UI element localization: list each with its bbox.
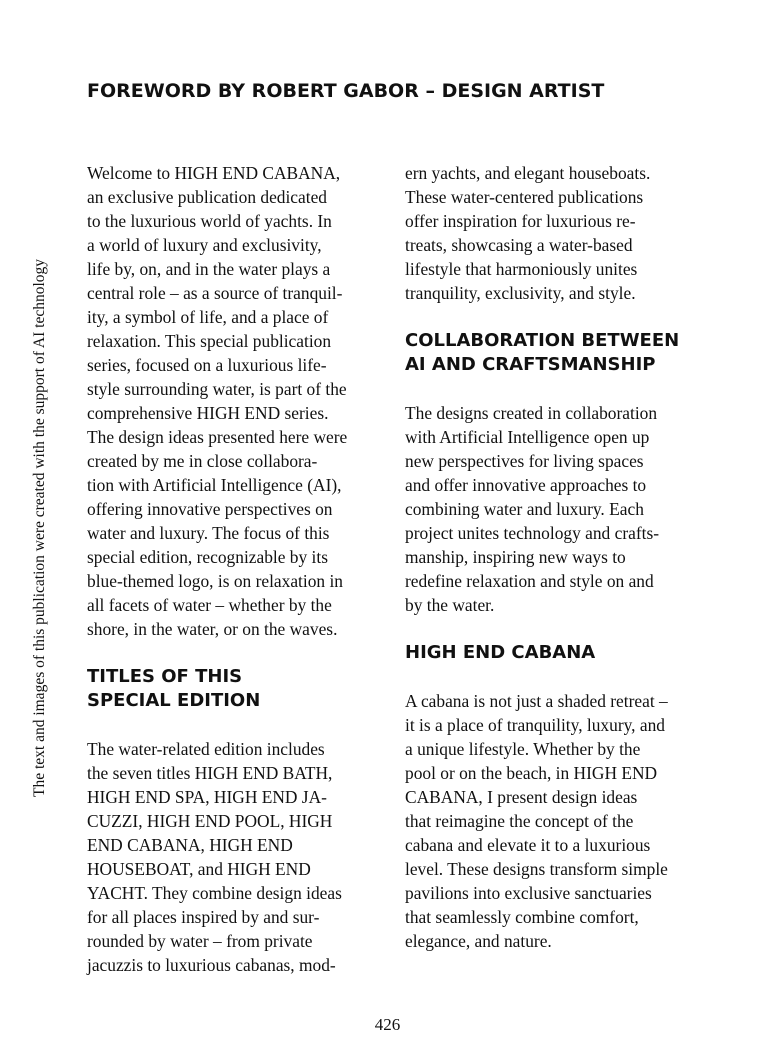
section-heading-line: AI AND CRAFTSMANSHIP <box>405 354 656 375</box>
text-line: jacuzzis to luxurious cabanas, mod- <box>87 955 336 975</box>
text-line: shore, in the water, or on the waves. <box>87 619 338 639</box>
text-line: special edition, recognizable by its <box>87 547 328 567</box>
text-line: redefine relaxation and style on and <box>405 571 654 591</box>
text-line: offering innovative perspectives on <box>87 499 333 519</box>
text-line: Welcome to HIGH END CABANA, <box>87 163 341 183</box>
text-line: lifestyle that harmoniously unites <box>405 259 638 279</box>
text-line: a unique lifestyle. Whether by the <box>405 739 641 759</box>
section-heading-line: HIGH END CABANA <box>405 642 596 663</box>
text-line: ern yachts, and elegant houseboats. <box>405 163 651 183</box>
text-line: treats, showcasing a water-based <box>405 235 633 255</box>
text-line: with Artificial Intelligence open up <box>405 427 650 447</box>
text-line: The design ideas presented here were <box>87 427 348 447</box>
text-line: created by me in close collabora- <box>87 451 318 471</box>
text-line: END CABANA, HIGH END <box>87 835 293 855</box>
text-line: These water-centered publications <box>405 187 644 207</box>
spacer <box>405 305 695 329</box>
text-line: life by, on, and in the water plays a <box>87 259 331 279</box>
text-line: rounded by water – from private <box>87 931 313 951</box>
spacer <box>405 377 695 401</box>
text-line: to the luxurious world of yachts. In <box>87 211 332 231</box>
text-line: pavilions into exclusive sanctuaries <box>405 883 652 903</box>
text-line: tion with Artificial Intelligence (AI), <box>87 475 342 495</box>
titles-paragraph <box>87 737 377 977</box>
text-line: tranquility, exclusivity, and style. <box>405 283 636 303</box>
spacer <box>87 713 377 737</box>
text-line: comprehensive HIGH END series. <box>87 403 329 423</box>
text-line: combining water and luxury. Each <box>405 499 644 519</box>
text-line: level. These designs transform simple <box>405 859 668 879</box>
text-line: cabana and elevate it to a luxurious <box>405 835 651 855</box>
left-column <box>87 161 377 977</box>
text-line: The water-related edition includes <box>87 739 325 759</box>
collaboration-paragraph <box>405 401 695 617</box>
text-line: CABANA, I present design ideas <box>405 787 638 807</box>
page-number: 426 <box>374 1015 401 1034</box>
section-heading-line: SPECIAL EDITION <box>87 690 261 711</box>
text-line: central role – as a source of tranquil- <box>87 283 343 303</box>
text-line: it is a place of tranquility, luxury, and <box>405 715 665 735</box>
text-line: an exclusive publication dedicated <box>87 187 327 207</box>
text-line: CUZZI, HIGH END POOL, HIGH <box>87 811 333 831</box>
text-line: a world of luxury and exclusivity, <box>87 235 322 255</box>
text-line: relaxation. This special publication <box>87 331 332 351</box>
text-line: HIGH END SPA, HIGH END JA- <box>87 787 327 807</box>
collaboration-section-heading <box>405 329 695 377</box>
spacer <box>87 641 377 665</box>
text-line: by the water. <box>405 595 495 615</box>
section-heading-line: COLLABORATION BETWEEN <box>405 330 680 351</box>
cabana-paragraph <box>405 689 695 953</box>
spacer <box>405 665 695 689</box>
text-line: series, focused on a luxurious life- <box>87 355 327 375</box>
titles-section-heading <box>87 665 377 713</box>
text-line: ity, a symbol of life, and a place of <box>87 307 329 327</box>
text-line: and offer innovative approaches to <box>405 475 647 495</box>
text-line: new perspectives for living spaces <box>405 451 644 471</box>
text-line: the seven titles HIGH END BATH, <box>87 763 333 783</box>
text-line: A cabana is not just a shaded retreat – <box>405 691 668 711</box>
page-title: FOREWORD BY ROBERT GABOR – DESIGN ARTIST <box>87 80 605 102</box>
text-line: all facets of water – whether by the <box>87 595 332 615</box>
text-line: manship, inspiring new ways to <box>405 547 626 567</box>
intro-paragraph <box>87 161 377 641</box>
text-line: offer inspiration for luxurious re- <box>405 211 636 231</box>
text-line: that seamlessly combine comfort, <box>405 907 639 927</box>
text-line: blue-themed logo, is on relaxation in <box>87 571 343 591</box>
text-line: water and luxury. The focus of this <box>87 523 330 543</box>
text-line: The designs created in collaboration <box>405 403 658 423</box>
right-column <box>405 161 695 953</box>
text-line: YACHT. They combine design ideas <box>87 883 342 903</box>
text-line: pool or on the beach, in HIGH END <box>405 763 658 783</box>
text-line: that reimagine the concept of the <box>405 811 634 831</box>
continued-paragraph <box>405 161 695 305</box>
section-heading-line: TITLES OF THIS <box>87 666 243 687</box>
text-line: project unites technology and crafts- <box>405 523 660 543</box>
text-line: HOUSEBOAT, and HIGH END <box>87 859 311 879</box>
ai-disclaimer-vertical-text: The text and images of this publication were created with the support of AI technology <box>31 258 48 798</box>
cabana-section-heading <box>405 641 695 665</box>
text-line: elegance, and nature. <box>405 931 552 951</box>
text-line: for all places inspired by and sur- <box>87 907 320 927</box>
spacer <box>405 617 695 641</box>
text-line: style surrounding water, is part of the <box>87 379 347 399</box>
